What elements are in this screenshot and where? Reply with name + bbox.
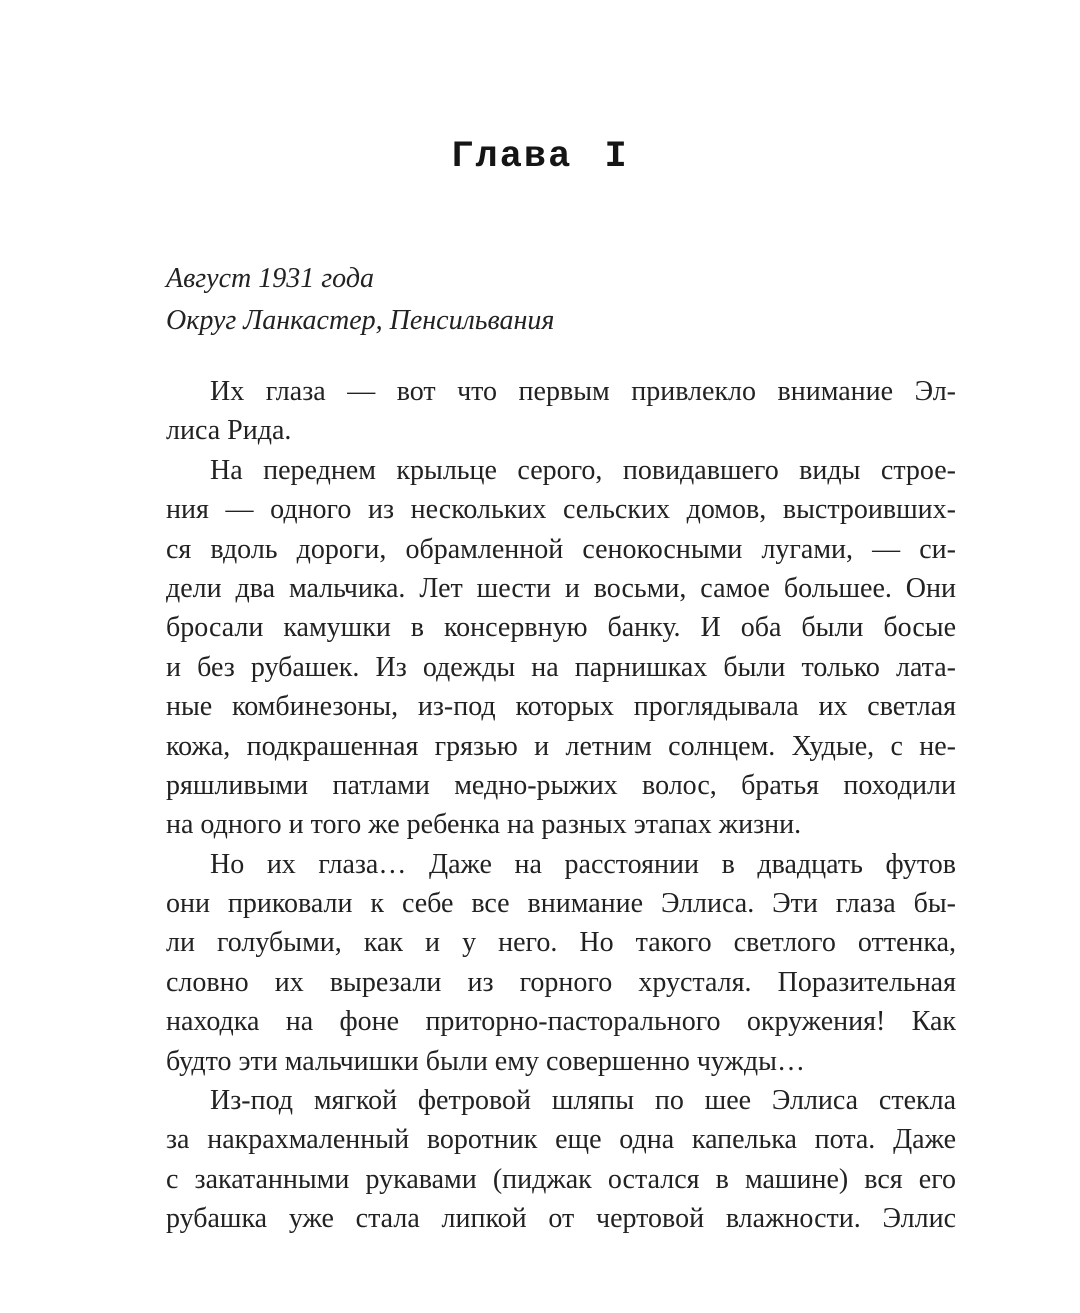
text-line: На переднем крыльце серого, повидавшего виды строе- [210,454,956,486]
text-line: с закатанными рукавами (пиджак остался в машине) вся его [166,1163,956,1195]
text-line: бросали камушки в консервную банку. И оба были босые [166,612,956,644]
epigraph-date: Август 1931 года [166,263,374,294]
text-line: ли голубыми, как и у него. Но такого светлого оттенка, [166,927,956,959]
text-line: ряшливыми патлами медно-рыжих волос, братья походили [166,769,956,801]
paragraph [166,845,956,1081]
text-line: Из-под мягкой фетровой шляпы по шее Эллиса стекла [210,1085,956,1117]
text-line: кожа, подкрашенная грязью и летним солнцем. Худые, с не- [166,730,956,762]
text-line: будто эти мальчишки были ему совершенно чужды… [166,1045,805,1077]
epigraph [166,258,554,342]
text-line: за накрахмаленный воротник еще одна капелька пота. Даже [166,1124,956,1156]
text-line: и без рубашек. Из одежды на парнишках были только лата- [166,651,956,683]
text-line: на одного и того же ребенка на разных этапах жизни. [166,809,802,841]
paragraph [166,1081,956,1239]
paragraph [166,451,956,845]
text-line: находка на фоне приторно-пасторального окружения! Как [166,1006,956,1038]
text-line: они приковали к себе все внимание Эллиса. Эти глаза бы- [166,888,956,920]
chapter-title: Глава I [451,136,629,178]
body-text [166,372,956,1239]
text-line: дели два мальчика. Лет шести и восьми, самое большее. Они [166,572,956,604]
epigraph-place: Округ Ланкастер, Пенсильвания [166,305,555,336]
text-line: Их глаза — вот что первым привлекло внимание Эл- [210,376,956,407]
text-line: ся вдоль дороги, обрамленной сенокосными лугами, — си- [166,533,956,565]
text-line: лиса Рида. [166,415,292,447]
text-line: ния — одного из нескольких сельских домов, выстроивших- [166,494,956,526]
text-line: ные комбинезоны, из-под которых проглядывала их светлая [166,691,956,723]
text-line: словно их вырезали из горного хрусталя. Поразительная [166,966,956,998]
paragraph [166,372,956,451]
text-line: Но их глаза… Даже на расстоянии в двадцать футов [210,848,956,880]
text-line: рубашка уже стала липкой от чертовой влажности. Эллис [166,1203,956,1235]
